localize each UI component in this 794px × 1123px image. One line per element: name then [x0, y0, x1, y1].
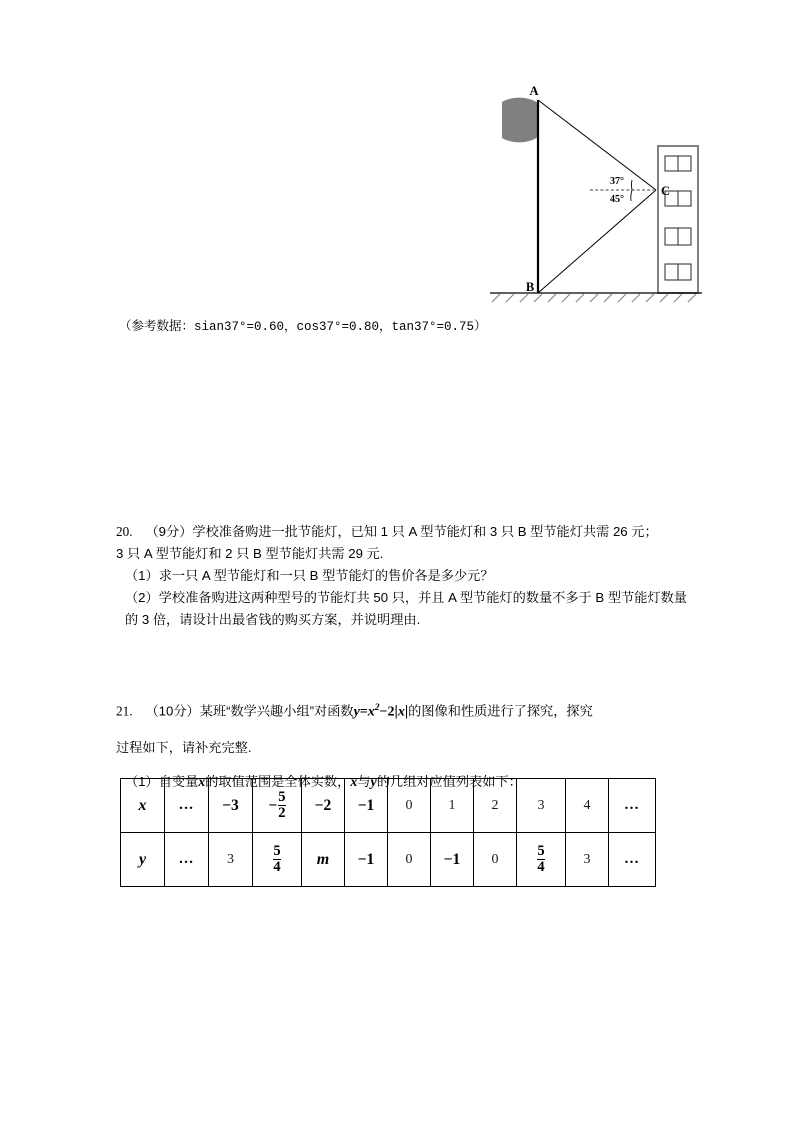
- question-21-stem-after: 的图像和性质进行了探究，探究: [408, 703, 593, 719]
- formula-y: y: [353, 704, 360, 720]
- table-cell-y-10: …: [609, 833, 656, 887]
- question-21-stem-before: 某班“数学兴趣小组”对函数: [199, 703, 354, 719]
- table-cell-y-7: 0: [474, 833, 517, 887]
- question-20-stem: [116, 521, 692, 543]
- question-20-stem-line1: 学校准备购进一批节能灯，已知 1 只 A 型节能灯和 3 只 B 型节能灯共需 26 元；: [192, 524, 658, 539]
- geometry-figure: [480, 80, 710, 315]
- table-cell-y-4: −1: [345, 833, 388, 887]
- correspondence-value-table: [120, 778, 656, 887]
- question-21-score: （10分）: [145, 703, 200, 719]
- label-angle-45: 45°: [610, 194, 624, 205]
- part1-var-x2: x: [350, 775, 358, 791]
- table-cell-x-7: 2: [474, 779, 517, 833]
- formula-exponent: 2: [374, 703, 380, 713]
- reference-data-note: （参考数据：sian37°=0.60，cos37°=0.80，tan37°=0.75）: [119, 320, 487, 334]
- table-cell-y-label: y: [121, 833, 165, 887]
- table-row-x: [121, 779, 656, 833]
- question-20-number: 20.: [116, 524, 133, 539]
- label-point-b: B: [525, 280, 535, 294]
- label-point-a: A: [529, 84, 539, 98]
- building-windows: [665, 156, 691, 280]
- table-cell-x-6: 1: [431, 779, 474, 833]
- table-cell-x-2: − $\frac{5}{2}$: [253, 779, 302, 833]
- table-cell-y-1: 3: [209, 833, 253, 887]
- table-cell-x-3: −2: [302, 779, 345, 833]
- part1-and: 与: [357, 774, 371, 790]
- table-cell-y-6: −1: [431, 833, 474, 887]
- table-cell-y-3: m: [302, 833, 345, 887]
- table-cell-x-label: x: [121, 779, 165, 833]
- question-21-stem: [116, 697, 692, 723]
- table-cell-x-10: …: [609, 779, 656, 833]
- table-cell-x-5: 0: [388, 779, 431, 833]
- formula-abs-x: x: [397, 704, 405, 720]
- question-20-score: （9分）: [145, 524, 193, 539]
- part1-end: 的几组对应值列表如下：: [376, 774, 522, 790]
- question-20-part-2: （2）学校准备购进这两种型号的节能灯共 50 只，并且 A 型节能灯的数量不多于 B 型节能灯数量的 3 倍，请设计出最省钱的购买方案，并说明理由.: [125, 590, 687, 627]
- part1-var-y: y: [370, 775, 377, 791]
- question-21-line2: 过程如下，请补充完整.: [116, 740, 252, 756]
- label-point-c: C: [661, 184, 671, 198]
- table-cell-x-0: …: [165, 779, 209, 833]
- question-20-stem-line2: 3 只 A 型节能灯和 2 只 B 型节能灯共需 29 元.: [116, 546, 384, 561]
- formula-abs-bar-left: |: [394, 703, 398, 720]
- formula-minus: −: [379, 704, 388, 720]
- table-cell-y-8: $\frac{5}{4}$: [517, 833, 566, 887]
- table-cell-x-1: −3: [209, 779, 253, 833]
- table-cell-x-8: 3: [517, 779, 566, 833]
- formula-equals: =: [359, 704, 368, 720]
- table-cell-y-9: 3: [566, 833, 609, 887]
- table-cell-y-5: 0: [388, 833, 431, 887]
- part1-prefix: （1）自变量: [125, 774, 199, 790]
- part1-var-x1: x: [198, 775, 206, 791]
- question-21-number: 21.: [116, 703, 133, 719]
- part1-mid: 的取值范围是全体实数，: [205, 774, 351, 790]
- line-ac: [538, 100, 656, 190]
- table-cell-x-9: 4: [566, 779, 609, 833]
- table-cell-y-2: $\frac{5}{4}$: [253, 833, 302, 887]
- formula-x: x: [367, 704, 375, 720]
- question-20-block: [116, 521, 692, 631]
- question-20-part-1: （1）求一只 A 型节能灯和一只 B 型节能灯的售价各是多少元？: [125, 568, 494, 583]
- table-row-y: [121, 833, 656, 887]
- ground-hatching: [492, 294, 696, 302]
- line-bc: [538, 190, 656, 293]
- flag-shape: [502, 98, 538, 143]
- angle-arc-45: [631, 190, 632, 201]
- table-cell-x-4: −1: [345, 779, 388, 833]
- formula-abs-bar-right: |: [404, 703, 409, 720]
- table-cell-y-0: …: [165, 833, 209, 887]
- label-angle-37: 37°: [610, 176, 624, 187]
- formula-coefficient: 2: [387, 704, 395, 720]
